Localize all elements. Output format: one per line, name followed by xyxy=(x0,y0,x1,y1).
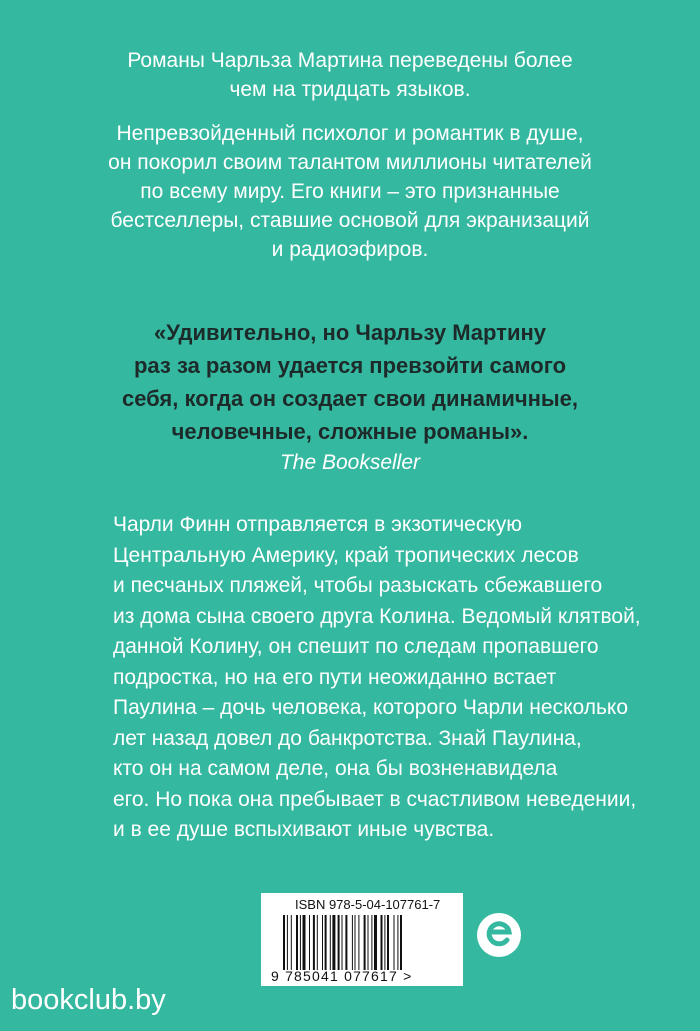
isbn-label: ISBN 978-5-04-107761-7 xyxy=(295,897,441,912)
intro-line: по всему миру. Его книги – это признанные xyxy=(140,180,560,203)
description-line: из дома сына своего друга Колина. Ведомый клятвой, xyxy=(113,604,641,628)
description-line: Паулина – дочь человека, которого Чарли несколько xyxy=(113,696,629,719)
author-intro xyxy=(0,46,700,264)
description-line: кто он на самом деле, она бы возненавидела xyxy=(113,757,558,780)
intro-line: чем на тридцать языков. xyxy=(229,78,471,101)
intro-line: он покорил своим талантом миллионы читателей xyxy=(108,151,592,174)
quote-line: раз за разом удается превзойти самого xyxy=(133,353,567,378)
book-description xyxy=(113,510,673,846)
intro-line: бестселлеры, ставшие основой для экранизаций xyxy=(110,209,590,232)
description-line: и в ее душе вспыхивают иные чувства. xyxy=(113,818,495,841)
review-quote xyxy=(0,316,700,478)
description-line: лет назад довел до банкротства. Знай Паулина, xyxy=(113,726,582,750)
intro-line: Непревзойденный психолог и романтик в душе, xyxy=(116,122,584,145)
quote-line: «Удивительно, но Чарльзу Мартину xyxy=(154,320,546,345)
intro-line: Романы Чарльза Мартина переведены более xyxy=(127,49,573,72)
description-line: данной Колину, он спешит по следам пропавшего xyxy=(113,635,599,658)
description-line: и песчаных пляжей, чтобы разыскать сбежавшего xyxy=(113,574,603,597)
eksmo-logo-icon xyxy=(476,912,522,958)
description-line: Чарли Финн отправляется в экзотическую xyxy=(113,513,522,536)
quote-line: человечные, сложные романы». xyxy=(171,419,529,444)
description-line: Центральную Америку, край тропических лесов xyxy=(113,543,579,567)
barcode-bars xyxy=(283,915,443,970)
quote-source: The Bookseller xyxy=(279,451,421,474)
quote-line: себя, когда он создает свои динамичные, xyxy=(121,386,579,411)
description-line: подростка, но на его пути неожиданно встает xyxy=(113,665,557,689)
isbn-barcode xyxy=(261,893,463,986)
watermark-text: bookclub.by xyxy=(11,984,166,1016)
barcode-digits: 9 785041 077617 > xyxy=(271,968,413,984)
description-line: его. Но пока она пребывает в счастливом неведении, xyxy=(113,787,637,811)
intro-line: и радиоэфиров. xyxy=(271,238,429,261)
